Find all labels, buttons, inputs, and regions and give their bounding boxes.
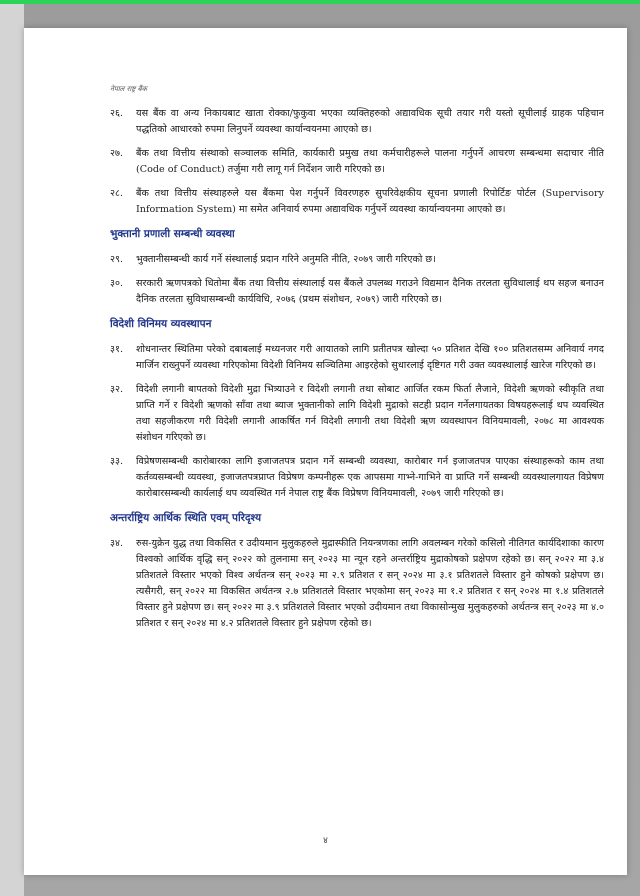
numbered-paragraph (110, 454, 604, 502)
paragraph-number: २८. (110, 188, 124, 199)
paragraph-text: विदेशी लगानी बापतको विदेशी मुद्रा भित्र्याउने र विदेशी लगानी तथा सोबाट आर्जित रकम फिर्ता लैजाने, विदेशी ऋणको स्वीकृति तथा प्राप्ति गर्ने र विदेशी ऋणको साँवा तथा ब्याज भुक्तानीको लागि विदेशी मुद्राको सटही प्रदान गर्नेलगायतका विषयहरूलाई थप व्यवस्थित तथा सहजीकरण गरी विदेशी लगानी आकर्षित गर्न विदेशी लगानी तथा विदेशी ऋण व्यवस्थापन विनियमावली, २०७८ मा आवश्यक संशोधन गरिएको छ। (136, 384, 604, 443)
numbered-paragraph (110, 276, 604, 308)
paragraph-text: यस बैंक वा अन्य निकायबाट खाता रोक्का/फुकुवा भएका व्यक्तिहरुको अद्यावधिक सूची तयार गरी यस्तो सूचीलाई ग्राहक पहिचान पद्धतिको आधारको रुपमा लिनुपर्ने व्यवस्था कार्यान्वयनमा आएको छ। (136, 108, 604, 135)
page-content (110, 106, 604, 640)
paragraph-number: ३१. (110, 344, 124, 355)
paragraph-text: सरकारी ऋणपत्रको धितोमा बैंक तथा वित्तीय संस्थालाई यस बैंकले उपलब्ध गराउने विद्यमान दैनिक तरलता सुविधालाई थप सहज बनाउन दैनिक तरलता सुविधासम्बन्धी कार्यविधि, २०७६ (प्रथम संशोधन, २०७९) जारी गरिएको छ। (136, 278, 604, 305)
paragraph-text: रुस-युक्रेन युद्ध तथा विकसित र उदीयमान मुलुकहरुले मुद्रास्फीति नियन्त्रणका लागि अवलम्बन गरेको कसिलो नीतिगत कार्यदिशाका कारण विश्वको आर्थिक वृद्धि सन् २०२२ को तुलनामा सन् २०२३ मा न्यून रहने अन्तर्राष्ट्रिय मुद्राकोषको प्रक्षेपण रहेको छ। सन् २०२२ मा ३.४ प्रतिशतले विस्तार भएको विश्व अर्थतन्त्र सन् २०२३ मा २.९ प्रतिशत र सन् २०२४ मा ३.१ प्रतिशतले विस्तार हुने कोषको प्रक्षेपण छ। त्यसैगरी, सन् २०२२ मा विकसित अर्थतन्त्र २.७ प्रतिशतले विस्तार भएकोमा सन् २०२३ मा १.२ प्रतिशत र सन् २०२४ मा १.४ प्रतिशतले विस्तार हुने प्रक्षेपण छ। सन् २०२२ मा ३.९ प्रतिशतले विस्तार भएको उदीयमान तथा विकासोन्मुख मुलुकहरुको अर्थतन्त्र सन् २०२३ मा ४.० प्रतिशत र सन् २०२४ मा ४.२ प्रतिशतले विस्तार हुने प्रक्षेपण रहेको छ। (136, 538, 604, 629)
paragraph-text: शोधनान्तर स्थितिमा परेको दबाबलाई मध्यनजर गरी आयातको लागि प्रतीतपत्र खोल्दा ५० प्रतिशत देखि १०० प्रतिशतसम्म अनिवार्य नगद मार्जिन राख्नुपर्ने व्यवस्था गरिएकोमा विदेशी विनिमय सञ्चितिमा आइरहेको सुधारलाई दृष्टिगत गरी उक्त व्यवस्थालाई खारेज गरिएको छ। (136, 344, 604, 371)
numbered-paragraph (110, 106, 604, 138)
numbered-paragraph (110, 252, 604, 268)
numbered-paragraph (110, 382, 604, 446)
running-head: नेपाल राष्ट्र बैंक (110, 85, 148, 93)
paragraph-number: ३०. (110, 278, 124, 289)
section-heading: भुक्तानी प्रणाली सम्बन्धी व्यवस्था (110, 228, 235, 240)
paragraph-number: २६. (110, 108, 124, 119)
paragraph-number: ३४. (110, 538, 124, 549)
numbered-paragraph (110, 146, 604, 178)
section-heading: अन्तर्राष्ट्रिय आर्थिक स्थिति एवम् परिदृश्य (110, 512, 262, 524)
paragraph-text: बैंक तथा वित्तीय संस्थाको सञ्चालक समिति, कार्यकारी प्रमुख तथा कर्मचारीहरूले पालना गर्नुपर्ने आचरण सम्बन्धमा सदाचार नीति (Code of Conduct) तर्जुमा गरी लागू गर्न निर्देशन जारी गरिएको छ। (136, 148, 604, 175)
paragraph-text: बैंक तथा वित्तीय संस्थाहरुले यस बैंकमा पेश गर्नुपर्ने विवरणहरु सुपरिवेक्षकीय सूचना प्रणाली रिपोर्टिङ पोर्टल (Supervisory Information System) मा समेत अनिवार्य रुपमा अद्यावधिक गर्नुपर्ने व्यवस्था कार्यान्वयनमा आएको छ। (136, 188, 604, 215)
paragraph-number: २७. (110, 148, 124, 159)
section-heading: विदेशी विनिमय व्यवस्थापन (110, 318, 212, 330)
paragraph-text: विप्रेषणसम्बन्धी कारोबारका लागि इजाजतपत्र प्रदान गर्ने सम्बन्धी व्यवस्था, कारोबार गर्न इजाजतपत्र पाएका संस्थाहरूको काम तथा कर्तव्यसम्बन्धी व्यवस्था, इजाजतपत्रप्राप्त विप्रेषण कम्पनीहरू एक आपसमा गाभ्ने-गाभिने वा प्राप्ति गर्ने सम्बन्धी व्यवस्थालगायत विप्रेषण कारोबारसम्बन्धी कार्यलाई थप व्यवस्थित गर्न नेपाल राष्ट्र बैंक विप्रेषण विनियमावली, २०७९ जारी गरिएको छ। (136, 456, 604, 499)
page-number: ४ (323, 836, 328, 846)
paragraph-number: ३२. (110, 384, 124, 395)
numbered-paragraph (110, 186, 604, 218)
numbered-paragraph (110, 536, 604, 632)
paragraph-text: भुक्तानीसम्बन्धी कार्य गर्ने संस्थालाई प्रदान गरिने अनुमति नीति, २०७९ जारी गरिएको छ। (136, 254, 436, 265)
numbered-paragraph (110, 342, 604, 374)
left-scroll-strip[interactable] (0, 4, 24, 896)
paragraph-number: ३३. (110, 456, 124, 467)
paragraph-number: २९. (110, 254, 124, 265)
document-page (24, 28, 627, 875)
